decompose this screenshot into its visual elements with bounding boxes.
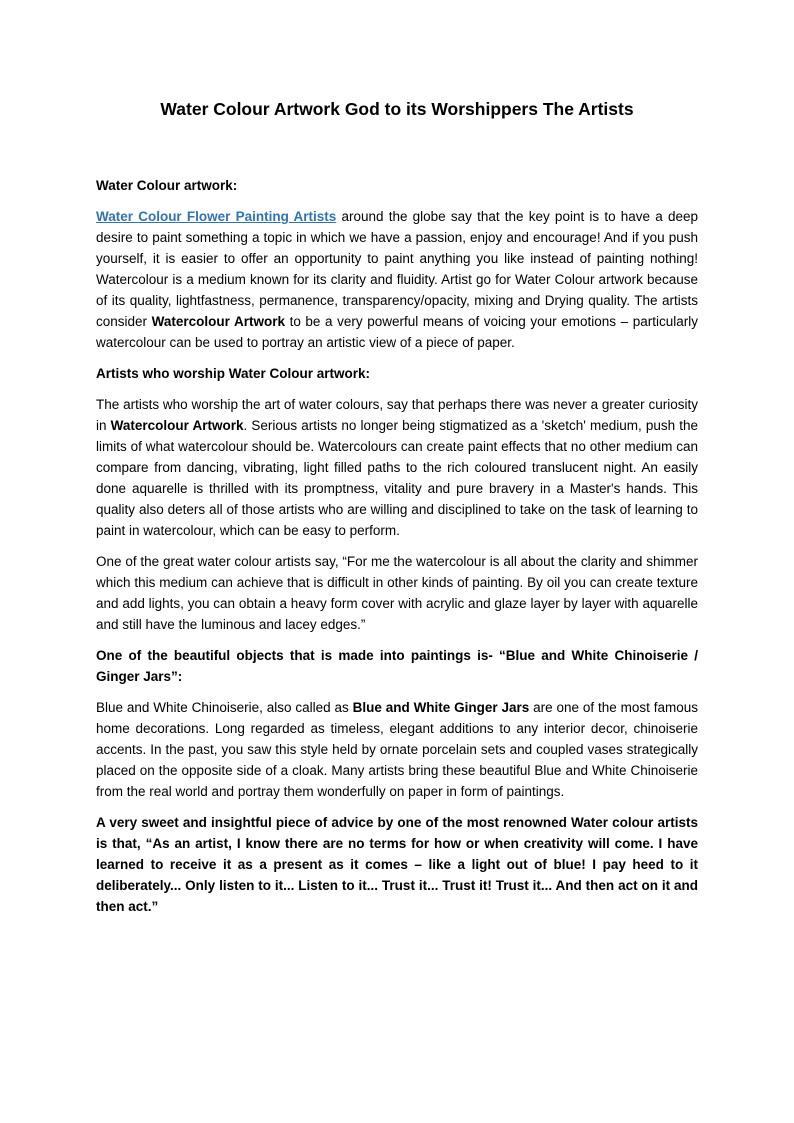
section-heading-water-colour-artwork: Water Colour artwork: [96,178,238,193]
paragraph-text: The artists who worship the art of water colours, say that perhaps there was never a greater curiosity in [96,397,698,433]
bold-term: Blue and White Ginger Jars [352,700,530,715]
paragraph-text: Blue and White Chinoiserie, also called as [96,700,353,715]
water-colour-flower-painting-artists-link[interactable]: Water Colour Flower Painting Artists [96,209,337,224]
paragraph-text: are one of the most famous home decorations. Long regarded as timeless, elegant additions to any interior decor, chinoiserie accents. In the past, you saw this style held by ornate porcelain sets and coupled vases strategically placed on the opposite side of a cloak. Many artists bring these beautiful Blue and White Chinoiserie from the real world and portray them wonderfully on paper in form of paintings. [96,700,699,799]
section-heading-artists-who-worship: Artists who worship Water Colour artwork: [96,366,371,381]
paragraph-text: . Serious artists no longer being stigmatized as a 'sketch' medium, push the limits of what watercolour should be. Watercolours can create paint effects that no other medium can compare from dancing, vibrating, light filled paths to the rich coloured translucent night. An easily done aquarelle is thrilled with its promptness, vitality and pure bravery in a Master's hands. This quality also deters all of those artists who are willing and disciplined to take on the task of learning to paint in watercolour, which can be easy to perform. [96,418,699,538]
paragraph-artists-worship [96,394,698,541]
document-body [96,175,698,927]
paragraph-chinoiserie [96,697,698,802]
paragraph-intro [96,206,698,353]
paragraph-text: around the globe say that the key point is to have a deep desire to paint something a topic in which we have a passion, enjoy and encourage! And if you push yourself, it is easier to offer an opportunity to paint anything you like instead of painting nothing! Watercolour is a medium known for its clarity and fluidity. Artist go for Water Colour artwork because of its quality, lightfastness, permanence, transparency/opacity, mixing and Drying quality. The artists consider [96,209,698,329]
paragraph-artist-quote: One of the great water colour artists say, “For me the watercolour is all about the clarity and shimmer which this medium can achieve that is difficult in other kinds of painting. By oil you can create texture and add lights, you can obtain a heavy form cover with acrylic and glaze layer by layer with aquarelle and still have the luminous and lacey edges.” [96,554,698,632]
document-title: Water Colour Artwork God to its Worshippers The Artists [160,99,634,119]
paragraph-text: to be a very powerful means of voicing your emotions – particularly watercolour can be used to portray an artistic view of a piece of paper. [96,314,698,350]
bold-term: Watercolour Artwork [110,418,244,433]
bold-term: Watercolour Artwork [151,314,285,329]
section-heading-chinoiserie: One of the beautiful objects that is made into paintings is- “Blue and White Chinoiserie / Ginger Jars”: [96,648,698,684]
closing-advice-quote: A very sweet and insightful piece of advice by one of the most renowned Water colour artists is that, “As an artist, I know there are no terms for how or when creativity will come. I have learned to receive it as a present as it comes – like a light out of blue! I pay heed to it deliberately... Only listen to it... Listen to it... Trust it... Trust it! Trust it... And then act on it and then act.” [96,815,698,914]
